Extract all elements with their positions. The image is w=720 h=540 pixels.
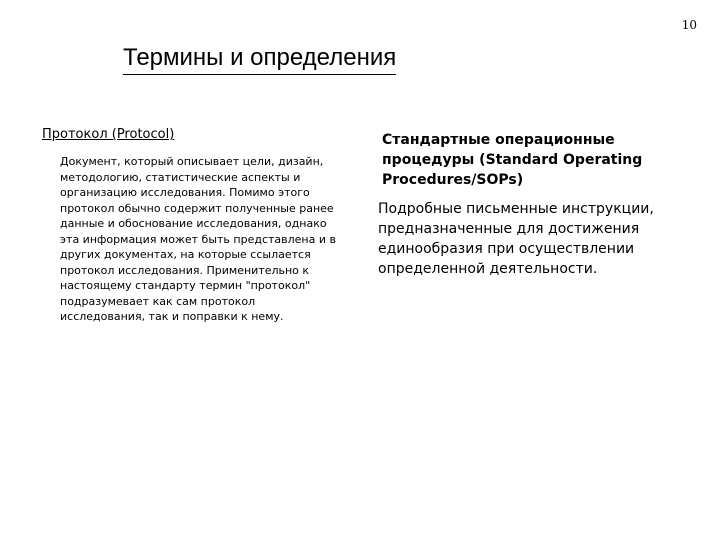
left-column <box>42 127 342 325</box>
definition-sop: Подробные письменные инструкции, предназначенные для достижения единообразия при осуществлении определенной деятельности. <box>378 201 654 277</box>
right-column <box>378 130 698 279</box>
definition-protocol: Документ, который описывает цели, дизайн, методологию, статистические аспекты и организацию исследования. Помимо этого протокол обычно содержит полученные ранее данные и обоснование исследования, однако эта информация может быть представлена и в других документах, на которые ссылается протокол исследования. Применительно к настоящему стандарту термин "протокол" подразумевает как сам протокол исследования, так и поправки к нему. <box>60 155 336 323</box>
term-sop: Стандартные операционные процедуры (Standard Operating Procedures/SOPs) <box>382 132 643 188</box>
page-number: 10 <box>681 18 697 32</box>
slide-title: Термины и определения <box>123 44 396 75</box>
term-protocol: Протокол (Protocol) <box>42 127 175 142</box>
